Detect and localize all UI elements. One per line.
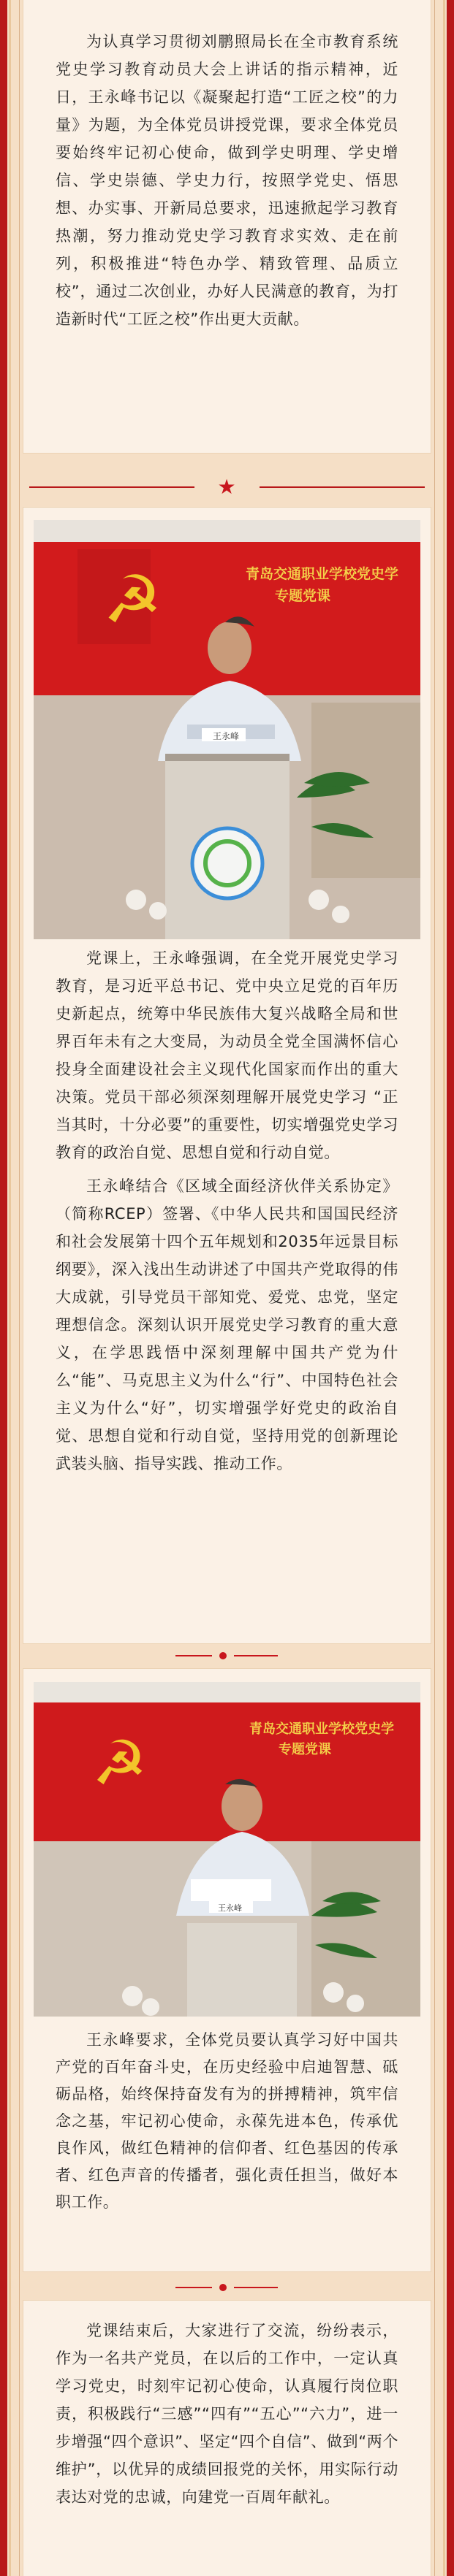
divider-line-left (29, 486, 194, 488)
banner-title: 青岛交通职业学校党史学 (246, 566, 399, 582)
nameplate: 王永峰 (213, 731, 240, 741)
nameplate: 王永峰 (218, 1903, 242, 1913)
divider-dot (219, 2284, 227, 2291)
speech-paragraph-1: 党课上，王永峰强调，在全党开展党史学习教育，是习近平总书记、党中央立足党的百年历史新起点，统筹中华民族伟大复兴战略全局和世界百年未有之大变局，为动员全党全国满怀信心投身全面建设社会主义现代化国家而作出的重大决策。党员干部必须深刻理解开展党史学习 “正当其时，十分必要”的重要性，切实增强党史学习教育的政治自觉、思想自觉和行动自觉。 (56, 949, 398, 1161)
divider-bar (234, 2287, 278, 2288)
right-red-border (447, 0, 454, 2576)
divider-bar (234, 1655, 278, 1656)
dot-divider-2 (175, 2282, 278, 2293)
photo-lecture-2 (34, 1682, 420, 2017)
speech-paragraph-2: 王永峰结合《区域全面经济伙伴关系协定》（简称RCEP）签署、《中华人民共和国国民经济和社会发展第十四个五年规划和2035年远景目标纲要》，深入浅出生动讲述了中国共产党取得的伟大成就，引导党员干部知党、爱党、忠党，坚定理想信念。深刻认识开展党史学习教育的重大意义，在学思践悟中深刻理解中国共产党为什么“能”、马克思主义为什么“行”、中国特色社会主义为什么“好”，切实增强学好党史的政治自觉、思想自觉和行动自觉，坚持用党的创新理论武装头脑、指导实践、推动工作。 (56, 1177, 398, 1472)
banner-subtitle: 专题党课 (279, 1742, 331, 1757)
dot-divider-1 (175, 1651, 278, 1661)
divider-line-right (260, 486, 425, 488)
intro-paragraph: 为认真学习贯彻刘鹏照局长在全市教育系统党史学习教育动员大会上讲话的指示精神，近日，王永峰书记以《凝聚起打造“工匠之校”的力量》为题，为全体党员讲授党课，要求全体党员要始终牢记初心使命，做到学史明理、学史增信、学史崇德、学史力行，按照学党史、悟思想、办实事、开新局总要求，迅速掀起学习教育热潮，努力推动党史学习教育求实效、走在前列，积极推进“特色办学、精致管理、品质立校”，通过二次创业，办好人民满意的教育，为打造新时代“工匠之校”作出更大贡献。 (56, 33, 398, 328)
requirement-paragraph: 王永峰要求，全体党员要认真学习好中国共产党的百年奋斗史，在历史经验中启迪智慧、砥砺品格，始终保持奋发有为的拼搏精神，筑牢信念之基，牢记初心使命，永葆先进本色，传承优良作风，做红色精神的信仰者、红色基因的传承者、红色声音的传播者，强化责任担当，做好本职工作。 (56, 2031, 398, 2211)
left-red-border (0, 0, 7, 2576)
svg-text:☭: ☭ (103, 562, 162, 638)
star-divider (29, 476, 425, 498)
star-icon: ★ (217, 475, 236, 499)
closing-paragraph: 党课结束后，大家进行了交流，纷纷表示，作为一名共产党员，在以后的工作中，一定认真学习党史，时刻牢记初心使命，认真履行岗位职责，积极践行“三感”“四有”“五心”“六力”，进一步增强“四个意识”、坚定“四个自信”、做到“两个维护”，以优异的成绩回报党的关怀，用实际行动表达对党的忠诚，向建党一百周年献礼。 (56, 2322, 398, 2506)
divider-bar (175, 1655, 212, 1656)
divider-dot (219, 1652, 227, 1659)
banner-subtitle: 专题党课 (275, 588, 331, 604)
intro-card (23, 0, 431, 453)
photo-lecture-1 (34, 520, 420, 939)
banner-title: 青岛交通职业学校党史学 (249, 1721, 394, 1737)
svg-text:☭: ☭ (92, 1727, 148, 1799)
divider-bar (175, 2287, 212, 2288)
closing-card (23, 2301, 431, 2576)
